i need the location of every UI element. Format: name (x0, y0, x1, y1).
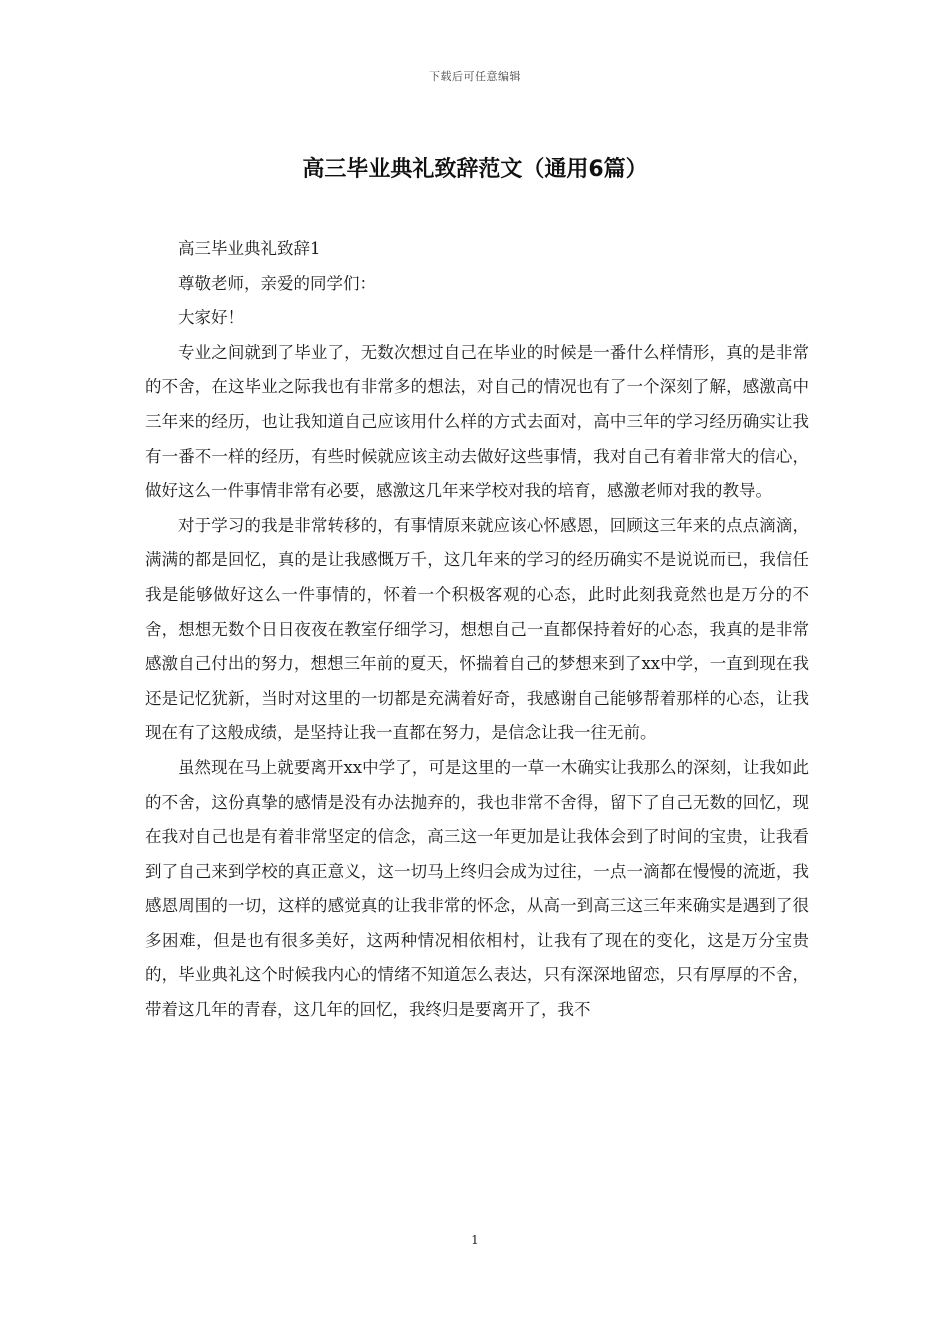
section-heading: 高三毕业典礼致辞1 (178, 239, 321, 258)
document-title: 高三毕业典礼致辞范文（通用6篇） (302, 157, 648, 182)
salutation: 尊敬老师，亲爱的同学们： (178, 273, 376, 293)
body-paragraph: 对于学习的我是非常转移的，有事情原来就应该心怀感恩，回顾这三年来的点点滴滴，满满的都是回忆，真的是让我感慨万千，这几年来的学习的经历确实不是说说而已，我信任我是能够做好这么一件事情的，怀着一个积极客观的心态，此时此刻我竟然也是万分的不舍，想想无数个日日夜夜在教室仔细学习，想想自己一直都保持着好的心态，我真的是非常感激自己付出的努力，想想三年前的夏天，怀揣着自己的梦想来到了xx中学，一直到现在我还是记忆犹新，当时对这里的一切都是充满着好奇，我感谢自己能够帮着那样的心态，让我现在有了这般成绩，是坚持让我一直都在努力，是信念让我一往无前。 (145, 515, 809, 743)
greeting: 大家好！ (178, 308, 244, 328)
body-paragraph: 虽然现在马上就要离开xx中学了，可是这里的一草一木确实让我那么的深刻，让我如此的不舍，这份真挚的感情是没有办法抛弃的，我也非常不舍得，留下了自己无数的回忆，现在我对自己也是有着非常坚定的信念，高三这一年更加是让我体会到了时间的宝贵，让我看到了自己来到学校的真正意义，这一切马上终归会成为过往，一点一滴都在慢慢的流逝，我感恩周围的一切，这样的感觉真的让我非常的怀念，从高一到高三这三年来确实是遇到了很多困难，但是也有很多美好，这两种情况相依相村，让我有了现在的变化，这是万分宝贵的，毕业典礼这个时候我内心的情绪不知道怎么表达，只有深深地留恋，只有厚厚的不舍，带着这几年的青春，这几年的回忆，我终归是要离开了，我不 (145, 757, 809, 1020)
body-paragraph: 专业之间就到了毕业了，无数次想过自己在毕业的时候是一番什么样情形，真的是非常的不舍，在这毕业之际我也有非常多的想法，对自己的情况也有了一个深刻了解，感激高中三年来的经历，也让我知道自己应该用什么样的方式去面对，高中三年的学习经历确实让我有一番不一样的经历，有些时候就应该主动去做好这些事情，我对自己有着非常大的信心，做好这么一件事情非常有必要，感激这几年来学校对我的培育，感激老师对我的教导。 (145, 342, 809, 501)
page-number: 1 (471, 1233, 479, 1247)
header-note: 下载后可任意编辑 (429, 70, 521, 83)
document-body (145, 232, 809, 1028)
